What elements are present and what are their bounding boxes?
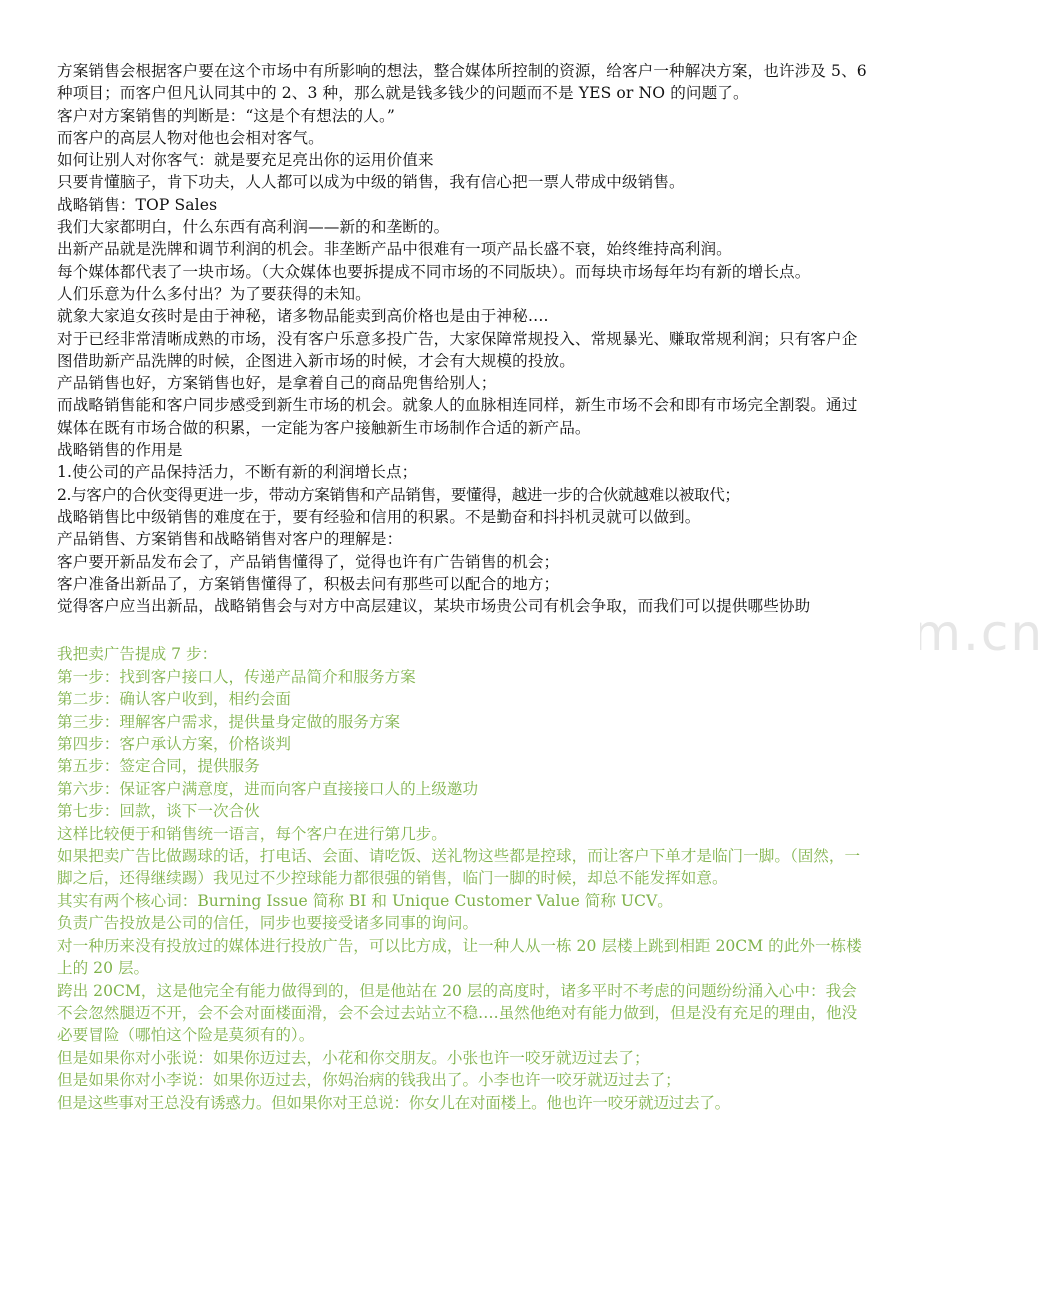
paragraph: 觉得客户应当出新品，战略销售会与对方中高层建议，某块市场贵公司有机会争取，而我们可以提供哪些协助 [57,597,811,616]
paragraph: 但是如果你对小张说：如果你迈过去，小花和你交朋友。小张也许一咬牙就迈过去了； [57,1048,650,1067]
paragraph: 1.使公司的产品保持活力，不断有新的利润增长点； [57,463,418,482]
paragraph: 我把卖广告提成 7 步： [57,645,218,664]
paragraph: 如果把卖广告比做踢球的话，打电话、会面、请吃饭、送礼物这些都是控球，而让客户下单才是临门一脚。（固然，一脚之后，还得继续踢）我见过不少控球能力都很强的销售，临门一脚的时候，却总不能发挥如意。 [57,847,861,888]
document-page [57,60,869,1114]
paragraph: 如何让别人对你客气：就是要充足亮出你的运用价值来 [57,151,434,170]
paragraph: 客户准备出新品了，方案销售懂得了，积极去问有那些可以配合的地方； [57,574,560,593]
step-item: 第一步：找到客户接口人，传递产品简介和服务方案 [57,667,416,686]
section-seven-steps [57,643,869,1114]
paragraph: 这样比较便于和销售统一语言，每个客户在进行第几步。 [57,824,447,843]
paragraph: 负责广告投放是公司的信任，同步也要接受诸多同事的询问。 [57,914,479,933]
paragraph: 而战略销售能和客户同步感受到新生市场的机会。就象人的血脉相连同样，新生市场不会和即有市场完全割裂。通过媒体在既有市场合做的积累，一定能为客户接触新生市场制作合适的新产品。 [57,396,858,437]
paragraph: 而客户的高层人物对他也会相对客气。 [57,128,324,147]
paragraph: 产品销售、方案销售和战略销售对客户的理解是： [57,530,403,549]
paragraph: 只要肯懂脑子，肯下功夫，人人都可以成为中级的销售，我有信心把一票人带成中级销售。 [57,173,685,192]
watermark: www.zixin.com.cn [565,604,1044,662]
paragraph: 方案销售会根据客户要在这个市场中有所影响的想法，整合媒体所控制的资源，给客户一种解决方案，也许涉及 5、6 种项目；而客户但凡认同其中的 2、3 种，那么就是钱多钱少的问题而不是 YES or NO 的问题了。 [57,62,867,103]
paragraph: 产品销售也好，方案销售也好，是拿着自己的商品兜售给别人； [57,374,497,393]
paragraph: 就象大家追女孩时是由于神秘，诸多物品能卖到高价格也是由于神秘…. [57,307,549,326]
paragraph: 但是这些事对王总没有诱惑力。但如果你对王总说：你女儿在对面楼上。他也许一咬牙就迈过去了。 [57,1093,730,1112]
paragraph: 对于已经非常清晰成熟的市场，没有客户乐意多投广告，大家保障常规投入、常规暴光、赚取常规利润；只有客户企图借助新产品洗牌的时候，企图进入新市场的时候，才会有大规模的投放。 [57,329,858,370]
paragraph: 每个媒体都代表了一块市场。（大众媒体也要拆提成不同市场的不同版块）。而每块市场每年均有新的增长点。 [57,262,811,281]
paragraph: 客户要开新品发布会了，产品销售懂得了，觉得也许有广告销售的机会； [57,552,560,571]
paragraph: 战略销售的作用是 [57,441,183,460]
step-item: 第六步：保证客户满意度，进而向客户直接接口人的上级邀功 [57,779,479,798]
step-item: 第四步：客户承认方案，价格谈判 [57,735,291,754]
section-sales-types [57,60,869,617]
paragraph: 出新产品就是洗牌和调节利润的机会。非垄断产品中很难有一项产品长盛不衰，始终维持高利润。 [57,240,732,259]
section-gap [57,617,869,643]
paragraph: 但是如果你对小李说：如果你迈过去，你妈治病的钱我出了。小李也许一咬牙就迈过去了； [57,1071,681,1090]
paragraph: 2.与客户的合伙变得更进一步，带动方案销售和产品销售，要懂得，越进一步的合伙就越难以被取代； [57,485,740,504]
paragraph: 战略销售比中级销售的难度在于，要有经验和信用的积累。不是勤奋和抖抖机灵就可以做到。 [57,507,701,526]
step-item: 第三步：理解客户需求，提供量身定做的服务方案 [57,712,401,731]
paragraph: 客户对方案销售的判断是：“这是个有想法的人。” [57,106,395,125]
step-item: 第二步：确认客户收到，相约会面 [57,690,291,709]
paragraph: 我们大家都明白，什么东西有高利润——新的和垄断的。 [57,218,450,237]
paragraph: 人们乐意为什么多付出？为了要获得的未知。 [57,284,371,303]
step-item: 第七步：回款，谈下一次合伙 [57,802,260,821]
paragraph: 战略销售：TOP Sales [57,195,218,214]
paragraph: 其实有两个核心词：Burning Issue 简称 BI 和 Unique Customer Value 简称 UCV。 [57,891,673,910]
step-item: 第五步：签定合同，提供服务 [57,757,260,776]
paragraph: 对一种历来没有投放过的媒体进行投放广告，可以比方成，让一种人从一栋 20 层楼上跳到相距 20CM 的此外一栋楼上的 20 层。 [57,936,862,978]
paragraph: 跨出 20CM，这是他完全有能力做得到的，但是他站在 20 层的高度时，诸多平时不考虑的问题纷纷涌入心中：我会不会忽然腿迈不开，会不会对面楼面滑，会不会过去站立不稳….虽然他绝对有能力做到，但是没有充足的理由，他没必要冒险（哪怕这个险是莫须有的）。 [57,981,858,1045]
